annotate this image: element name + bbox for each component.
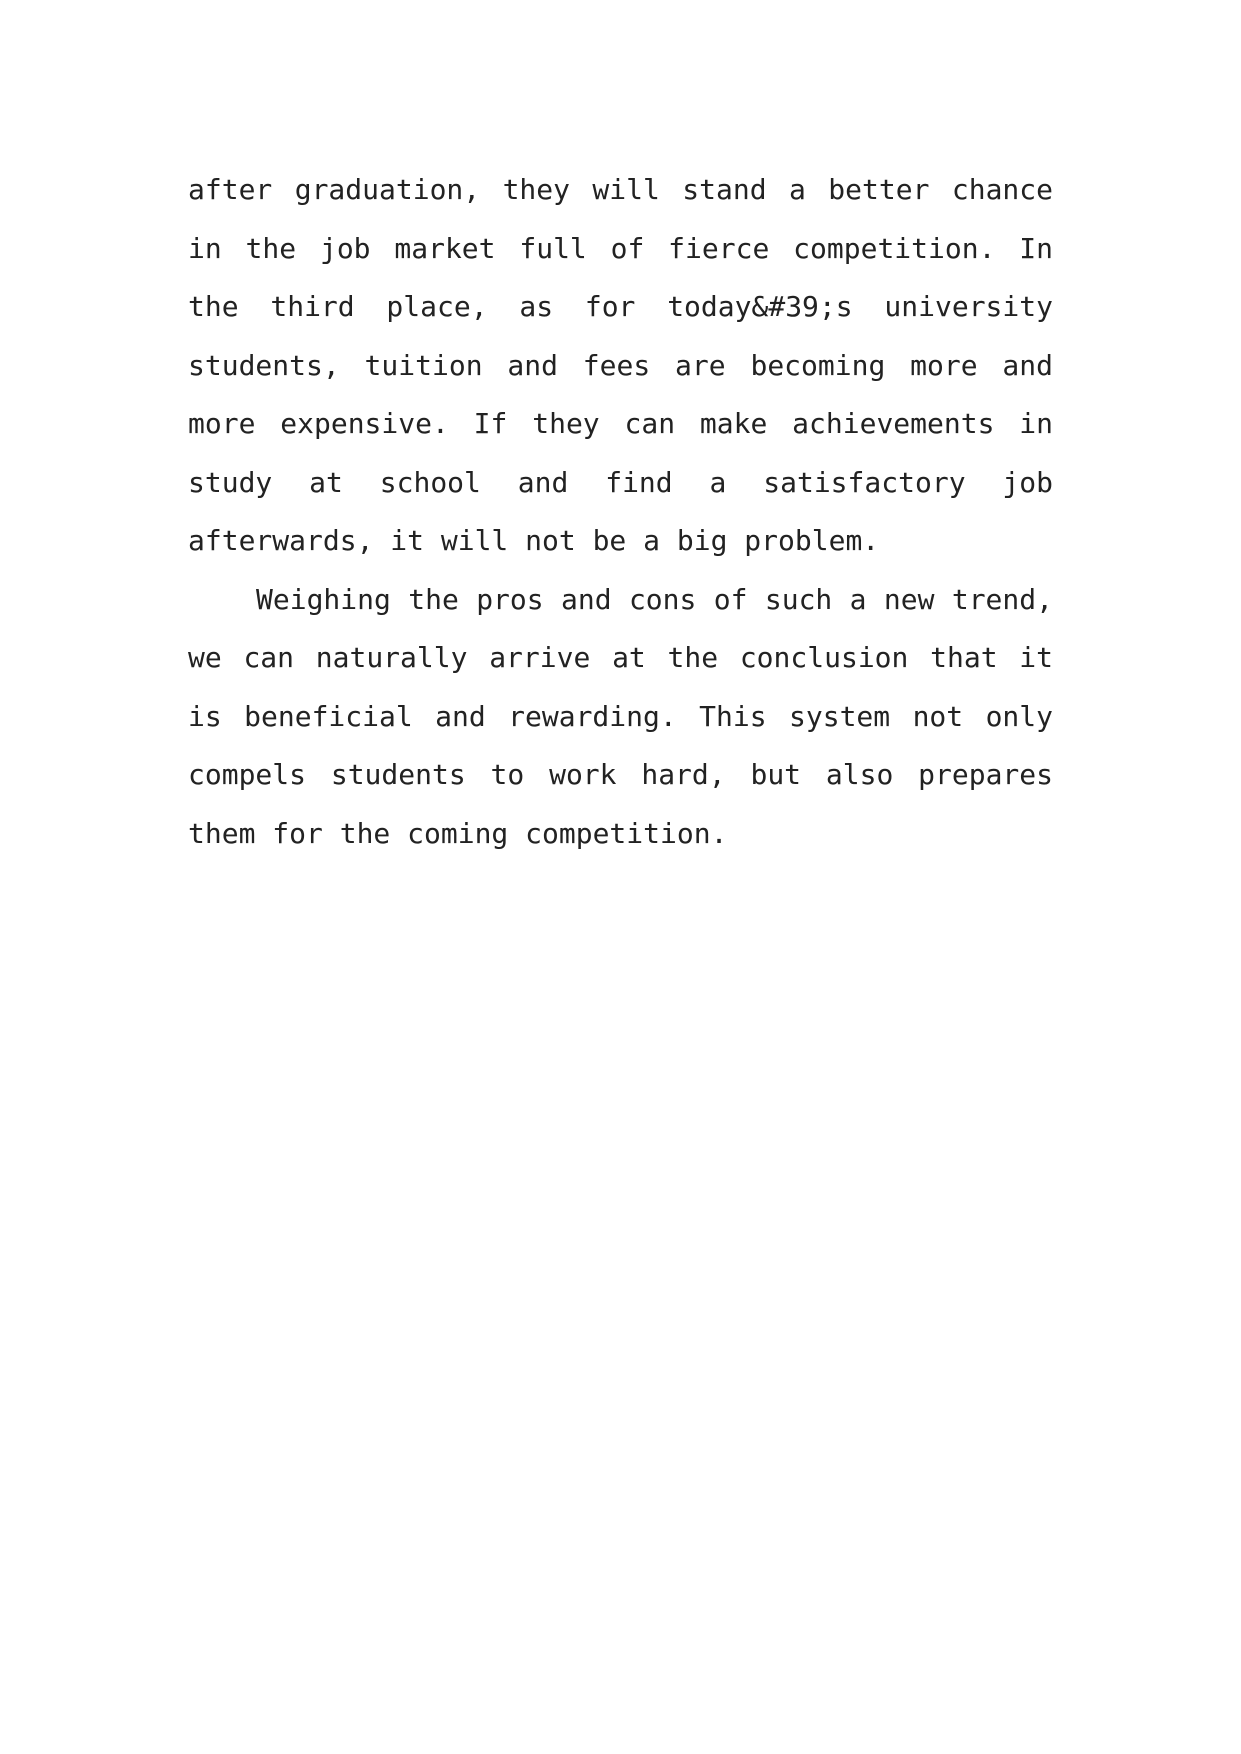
body-text <box>188 161 1053 863</box>
text-line: after graduation, they will stand a better chance <box>188 173 1053 206</box>
text-line: Weighing the pros and cons of such a new trend, <box>256 582 1053 616</box>
text-line: more expensive. If they can make achievements in <box>188 407 1053 440</box>
text-line: students, tuition and fees are becoming more and <box>188 348 1053 382</box>
text-line: them for the coming competition. <box>188 816 728 850</box>
text-line: is beneficial and rewarding. This system not only <box>188 699 1053 733</box>
text-line: compels students to work hard, but also prepares <box>188 758 1053 791</box>
text-line: in the job market full of fierce competition. In <box>188 231 1053 265</box>
text-line: afterwards, it will not be a big problem. <box>188 524 880 557</box>
text-line: the third place, as for today&#39;s university <box>188 290 1053 323</box>
paragraph-1 <box>188 161 1053 571</box>
paragraph-2 <box>188 571 1053 864</box>
text-line: we can naturally arrive at the conclusion that it <box>188 641 1053 674</box>
text-line: study at school and find a satisfactory job <box>188 465 1053 499</box>
